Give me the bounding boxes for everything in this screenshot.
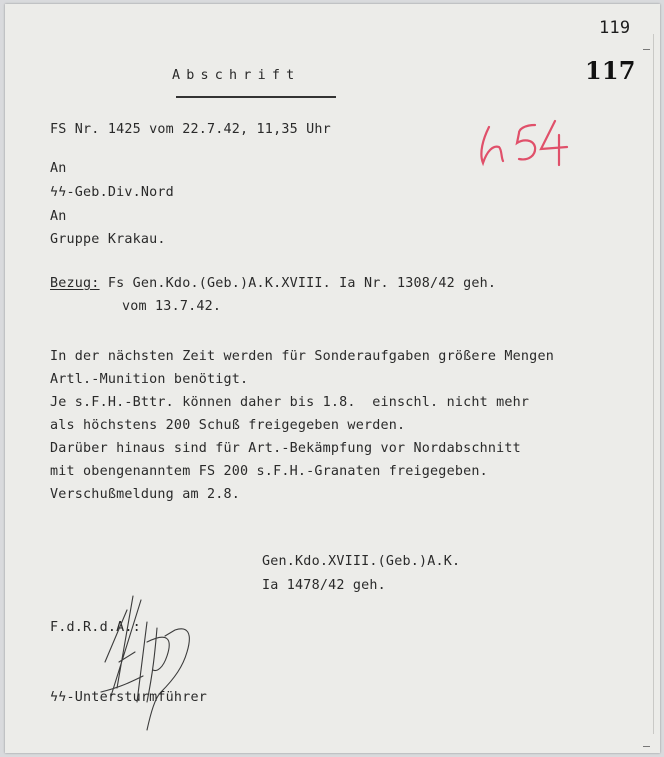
margin-tick <box>643 49 650 50</box>
page-edge-line <box>653 34 654 734</box>
body-line: mit obengenanntem FS 200 s.F.H.-Granaten freigegeben. <box>50 464 488 479</box>
recipient-line: ϟϟ-Geb.Div.Nord <box>50 185 174 200</box>
reference-date: vom 13.7.42. <box>122 299 222 314</box>
margin-tick <box>643 746 650 747</box>
title-underline <box>176 96 336 98</box>
red-pencil-mark <box>475 117 575 177</box>
document-page <box>5 4 660 753</box>
certification-line: F.d.R.d.A.: <box>50 620 141 635</box>
body-line: als höchstens 200 Schuß freigegeben werden. <box>50 418 406 433</box>
sender-line: Gen.Kdo.XVIII.(Geb.)A.K. <box>262 554 461 569</box>
body-line: Darüber hinaus sind für Art.-Bekämpfung vor Nordabschnitt <box>50 441 521 456</box>
body-line: Artl.-Munition benötigt. <box>50 372 249 387</box>
body-line: Verschußmeldung am 2.8. <box>50 487 241 502</box>
archive-number-handwritten: 119 <box>599 18 631 38</box>
recipient-line: An <box>50 161 67 176</box>
sender-reference: Ia 1478/42 geh. <box>262 578 386 593</box>
body-line: In der nächsten Zeit werden für Sonderaufgaben größere Mengen <box>50 349 554 364</box>
recipient-line: An <box>50 209 67 224</box>
document-title: Abschrift <box>172 68 301 83</box>
reference-text: Fs Gen.Kdo.(Geb.)A.K.XVIII. Ia Nr. 1308/42 geh. <box>99 276 497 291</box>
rank-line: ϟϟ-Untersturmführer <box>50 690 207 705</box>
body-line: Je s.F.H.-Bttr. können daher bis 1.8. einschl. nicht mehr <box>50 395 530 410</box>
reference-label: Bezug: <box>50 276 100 291</box>
reference-line <box>50 276 496 291</box>
telex-line: FS Nr. 1425 vom 22.7.42, 11,35 Uhr <box>50 122 331 137</box>
recipient-line: Gruppe Krakau. <box>50 232 166 247</box>
handwritten-signature <box>97 592 217 732</box>
archive-number-stamped: 117 <box>585 56 636 85</box>
